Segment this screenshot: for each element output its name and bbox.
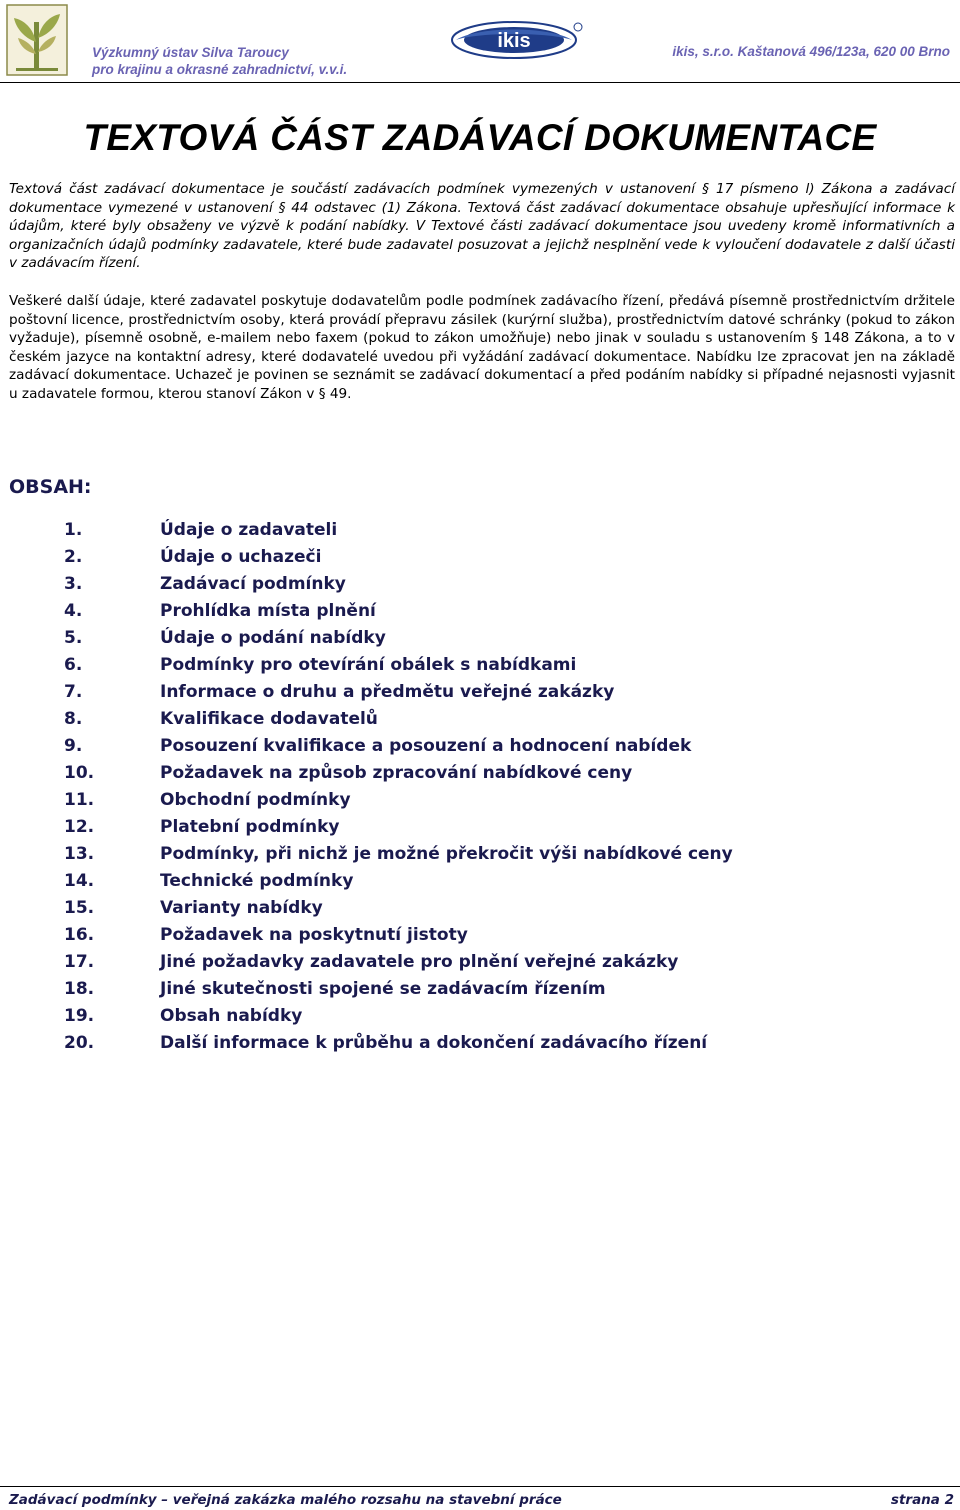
- toc-item: [0, 922, 960, 949]
- toc-item: [0, 841, 960, 868]
- toc-text: Údaje o podání nabídky: [160, 628, 386, 648]
- toc-number: 1.: [64, 520, 83, 540]
- toc-number: 9.: [64, 736, 83, 756]
- toc-item: [0, 1030, 960, 1057]
- toc-item: [0, 571, 960, 598]
- toc-number: 4.: [64, 601, 83, 621]
- toc-item: [0, 976, 960, 1003]
- toc-number: 10.: [64, 763, 95, 783]
- company-address: ikis, s.r.o. Kaštanová 496/123a, 620 00 Brno: [672, 44, 950, 59]
- toc-item: [0, 598, 960, 625]
- toc-number: 12.: [64, 817, 95, 837]
- toc-number: 15.: [64, 898, 95, 918]
- toc-item: [0, 787, 960, 814]
- toc-text: Posouzení kvalifikace a posouzení a hodnocení nabídek: [160, 736, 692, 756]
- toc-text: Požadavek na poskytnutí jistoty: [160, 925, 468, 945]
- toc-text: Údaje o zadavateli: [160, 520, 338, 540]
- toc-item: [0, 625, 960, 652]
- toc-item: [0, 544, 960, 571]
- footer-document-title: Zadávací podmínky – veřejná zakázka malého rozsahu na stavební práce: [9, 1492, 562, 1508]
- toc-text: Údaje o uchazeči: [160, 547, 322, 567]
- institute-logo-icon: [6, 4, 68, 76]
- toc-item: [0, 949, 960, 976]
- toc-text: Kvalifikace dodavatelů: [160, 709, 378, 729]
- toc-item: [0, 706, 960, 733]
- toc-item: [0, 733, 960, 760]
- toc-text: Obsah nabídky: [160, 1006, 303, 1026]
- toc-text: Varianty nabídky: [160, 898, 323, 918]
- toc-number: 13.: [64, 844, 95, 864]
- toc-number: 20.: [64, 1033, 95, 1053]
- toc-number: 18.: [64, 979, 95, 999]
- ikis-logo-icon: [448, 18, 586, 60]
- table-of-contents: [0, 517, 960, 1057]
- toc-item: [0, 517, 960, 544]
- toc-text: Jiné skutečnosti spojené se zadávacím řízením: [160, 979, 606, 999]
- toc-item: [0, 652, 960, 679]
- toc-number: 11.: [64, 790, 95, 810]
- header-divider: [0, 82, 960, 83]
- toc-number: 19.: [64, 1006, 95, 1026]
- toc-number: 7.: [64, 682, 83, 702]
- institute-name-line2: pro krajinu a okrasné zahradnictví, v.v.i.: [92, 62, 348, 77]
- toc-text: Podmínky pro otevírání obálek s nabídkami: [160, 655, 577, 675]
- toc-item: [0, 679, 960, 706]
- toc-number: 2.: [64, 547, 83, 567]
- toc-number: 6.: [64, 655, 83, 675]
- toc-text: Zadávací podmínky: [160, 574, 346, 594]
- toc-text: Prohlídka místa plnění: [160, 601, 376, 621]
- toc-text: Požadavek na způsob zpracování nabídkové ceny: [160, 763, 633, 783]
- institute-name-line1: Výzkumný ústav Silva Taroucy: [92, 45, 289, 60]
- toc-number: 16.: [64, 925, 95, 945]
- toc-item: [0, 868, 960, 895]
- toc-text: Další informace k průběhu a dokončení zadávacího řízení: [160, 1033, 708, 1053]
- toc-text: Jiné požadavky zadavatele pro plnění veřejné zakázky: [160, 952, 679, 972]
- page-header: [0, 0, 960, 82]
- toc-text: Podmínky, při nichž je možné překročit výši nabídkové ceny: [160, 844, 733, 864]
- body-paragraph: Veškeré další údaje, které zadavatel poskytuje dodavatelům podle podmínek zadávacího řízení, předává písemně prostřednictvím držitele poštovní licence, prostřednictvím osoby, která provádí přepravu zásilek (kurýrní služba), prostřednictvím datové schránky (pokud to zákon vyžaduje), písemně osobně, e-mailem nebo faxem (pokud to zákon umožňuje) nebo jinak v souladu s ustanovením § 148 Zákona, a to v českém jazyce na kontaktní adresy, které dodavatelé uvedou při vyžádání zadávací dokumentace. Nabídku lze zpracovat jen na základě zadávací dokumentace. Uchazeč je povinen se seznámit se zadávací dokumentací a před podáním nabídky si případné nejasnosti vyjasnit u zadavatele formou, kterou stanoví Zákon v § 49.: [9, 293, 955, 402]
- toc-number: 17.: [64, 952, 95, 972]
- intro-paragraph: Textová část zadávací dokumentace je součástí zadávacích podmínek vymezených v ustanovení § 17 písmeno l) Zákona a zadávací dokumentace vymezené v ustanovení § 44 odstavec (1) Zákona. Textová část zadávací dokumentace obsahuje upřesňující informace k údajům, které byly obsaženy ve výzvě k podání nabídky. V Textové části zadávací dokumentace jsou uvedeny kromě informativních a organizačních údajů podmínky zadavatele, které bude zadavatel posuzovat a jejichž nesplnění vede k vyloučení dodavatele z další účasti v zadávacím řízení.: [9, 181, 955, 272]
- toc-number: 14.: [64, 871, 95, 891]
- toc-text: Obchodní podmínky: [160, 790, 351, 810]
- toc-item: [0, 895, 960, 922]
- page-title: TEXTOVÁ ČÁST ZADÁVACÍ DOKUMENTACE: [83, 117, 877, 158]
- toc-item: [0, 760, 960, 787]
- toc-text: Technické podmínky: [160, 871, 354, 891]
- contents-heading: OBSAH:: [9, 476, 92, 498]
- toc-number: 8.: [64, 709, 83, 729]
- toc-number: 3.: [64, 574, 83, 594]
- toc-text: Informace o druhu a předmětu veřejné zakázky: [160, 682, 615, 702]
- footer-divider: [0, 1486, 960, 1487]
- ikis-logo-text: ikis: [497, 30, 531, 52]
- toc-item: [0, 814, 960, 841]
- toc-item: [0, 1003, 960, 1030]
- toc-text: Platební podmínky: [160, 817, 340, 837]
- institute-name: [92, 44, 347, 78]
- page-number: strana 2: [890, 1492, 954, 1508]
- toc-number: 5.: [64, 628, 83, 648]
